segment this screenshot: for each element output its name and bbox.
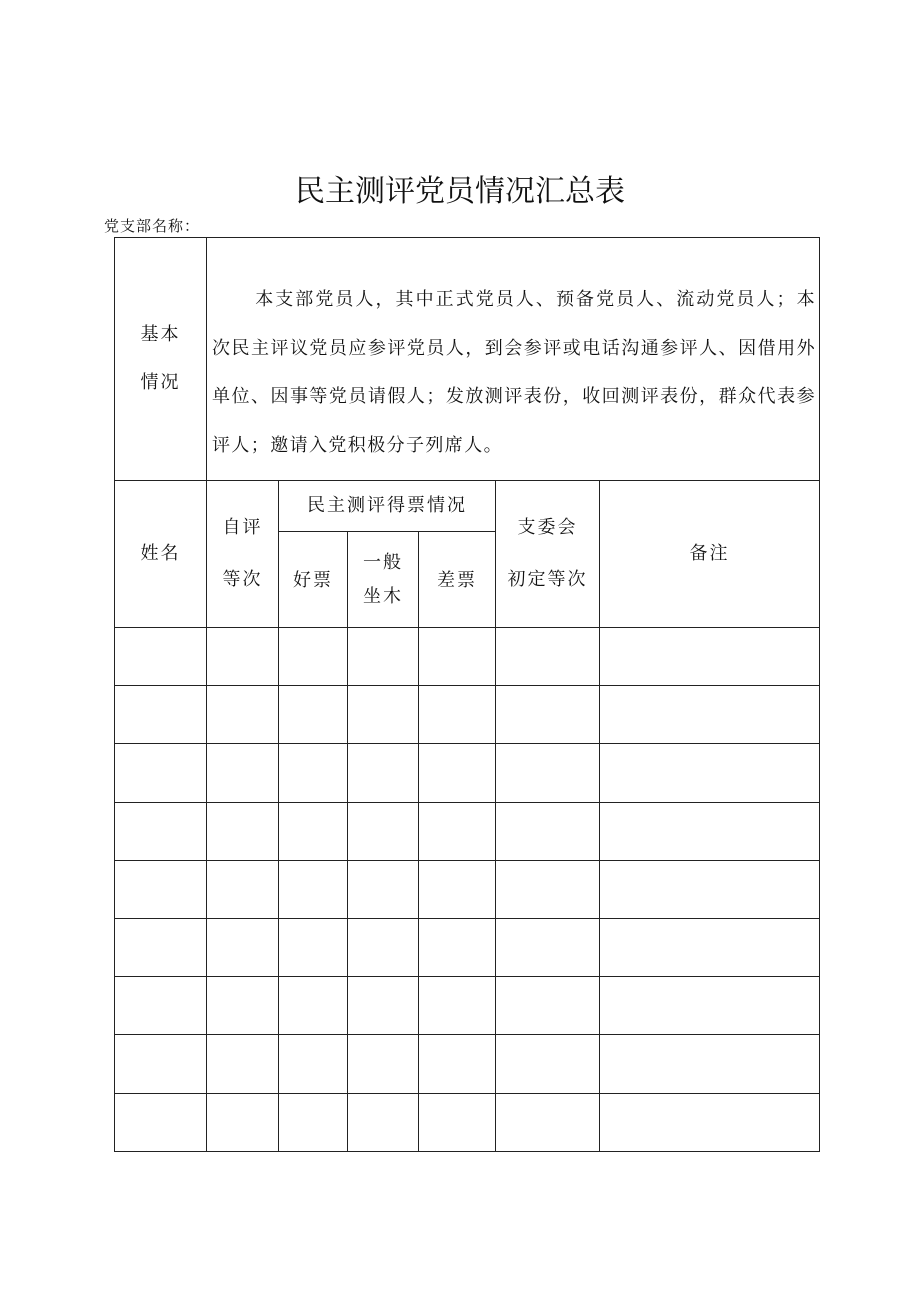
remarks-cell[interactable] (599, 802, 820, 861)
general-votes-cell[interactable] (347, 802, 419, 861)
header-poor-votes: 差票 (418, 531, 496, 628)
basic-info-text[interactable]: 本支部党员人，其中正式党员人、预备党员人、流动党员人；本次民主评议党员应参评党员人，到会参评或电话沟通参评人、因借用外单位、因事等党员请假人；发放测评表份，收回测评表份，群众代表参评人；邀请入党积极分子列席人。 (212, 289, 816, 456)
general-votes-cell[interactable] (347, 918, 419, 977)
good-votes-cell[interactable] (278, 1093, 348, 1152)
good-votes-cell[interactable] (278, 743, 348, 803)
name-cell[interactable] (114, 976, 207, 1035)
poor-votes-cell[interactable] (418, 976, 496, 1035)
header-self-rating-line2: 等次 (222, 569, 263, 590)
committee-rating-cell[interactable] (495, 685, 600, 744)
name-cell[interactable] (114, 860, 207, 919)
branch-name-label: 党支部名称： (104, 217, 201, 235)
good-votes-cell[interactable] (278, 627, 348, 686)
remarks-cell[interactable] (599, 860, 820, 919)
remarks-cell[interactable] (599, 627, 820, 686)
committee-rating-cell[interactable] (495, 976, 600, 1035)
header-votes-group: 民主测评得票情况 (278, 480, 496, 532)
header-committee-rating-line2: 初定等次 (507, 569, 588, 590)
name-cell[interactable] (114, 802, 207, 861)
good-votes-cell[interactable] (278, 860, 348, 919)
general-votes-cell[interactable] (347, 1034, 419, 1094)
good-votes-cell[interactable] (278, 1034, 348, 1094)
general-votes-cell[interactable] (347, 976, 419, 1035)
basic-info-label (114, 237, 207, 481)
good-votes-cell[interactable] (278, 685, 348, 744)
poor-votes-cell[interactable] (418, 743, 496, 803)
remarks-cell[interactable] (599, 976, 820, 1035)
page-title: 民主测评党员情况汇总表 (295, 174, 625, 209)
self-rating-cell[interactable] (206, 976, 279, 1035)
remarks-cell[interactable] (599, 743, 820, 803)
header-remarks: 备注 (599, 480, 820, 628)
good-votes-cell[interactable] (278, 918, 348, 977)
committee-rating-cell[interactable] (495, 1034, 600, 1094)
general-votes-cell[interactable] (347, 743, 419, 803)
header-committee-rating-line1: 支委会 (517, 517, 578, 538)
self-rating-cell[interactable] (206, 860, 279, 919)
header-general-votes-line1: 一般 (363, 551, 403, 573)
committee-rating-cell[interactable] (495, 743, 600, 803)
basic-info-label-line2: 情况 (140, 372, 181, 393)
committee-rating-cell[interactable] (495, 918, 600, 977)
self-rating-cell[interactable] (206, 802, 279, 861)
name-cell[interactable] (114, 1034, 207, 1094)
basic-info-label-line1: 基本 (140, 324, 181, 345)
committee-rating-cell[interactable] (495, 802, 600, 861)
self-rating-cell[interactable] (206, 627, 279, 686)
name-cell[interactable] (114, 918, 207, 977)
summary-form-table (114, 237, 820, 1151)
good-votes-cell[interactable] (278, 802, 348, 861)
committee-rating-cell[interactable] (495, 627, 600, 686)
header-good-votes: 好票 (278, 531, 348, 628)
header-self-rating-line1: 自评 (222, 517, 263, 538)
remarks-cell[interactable] (599, 1034, 820, 1094)
good-votes-cell[interactable] (278, 976, 348, 1035)
header-committee-rating (495, 480, 600, 628)
poor-votes-cell[interactable] (418, 1093, 496, 1152)
committee-rating-cell[interactable] (495, 1093, 600, 1152)
poor-votes-cell[interactable] (418, 685, 496, 744)
general-votes-cell[interactable] (347, 627, 419, 686)
committee-rating-cell[interactable] (495, 860, 600, 919)
poor-votes-cell[interactable] (418, 627, 496, 686)
header-self-rating (206, 480, 279, 628)
remarks-cell[interactable] (599, 1093, 820, 1152)
self-rating-cell[interactable] (206, 1093, 279, 1152)
name-cell[interactable] (114, 685, 207, 744)
self-rating-cell[interactable] (206, 743, 279, 803)
poor-votes-cell[interactable] (418, 918, 496, 977)
poor-votes-cell[interactable] (418, 802, 496, 861)
self-rating-cell[interactable] (206, 685, 279, 744)
poor-votes-cell[interactable] (418, 860, 496, 919)
general-votes-cell[interactable] (347, 1093, 419, 1152)
name-cell[interactable] (114, 743, 207, 803)
name-cell[interactable] (114, 1093, 207, 1152)
poor-votes-cell[interactable] (418, 1034, 496, 1094)
self-rating-cell[interactable] (206, 1034, 279, 1094)
name-cell[interactable] (114, 627, 207, 686)
remarks-cell[interactable] (599, 918, 820, 977)
header-name: 姓名 (114, 480, 207, 628)
remarks-cell[interactable] (599, 685, 820, 744)
self-rating-cell[interactable] (206, 918, 279, 977)
header-general-votes (347, 531, 419, 628)
header-general-votes-line2: 坐木 (363, 585, 403, 607)
general-votes-cell[interactable] (347, 860, 419, 919)
general-votes-cell[interactable] (347, 685, 419, 744)
